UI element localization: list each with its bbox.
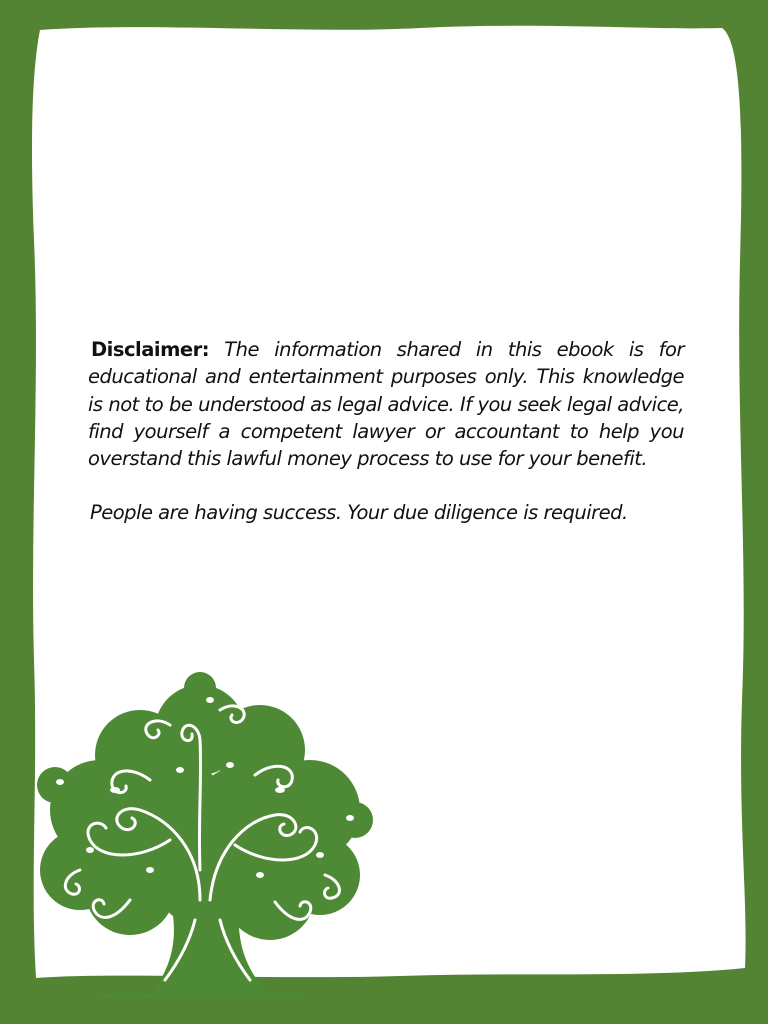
disclaimer-label: Disclaimer:: [91, 338, 210, 361]
due-diligence-note: People are having success. Your due diligence is required.: [90, 501, 628, 525]
disclaimer-body: The information shared in this ebook is for educational and entertainment purposes only. This knowledge is not to be understood as legal advice. If you seek legal advice, find yourself a competent lawyer or accountant to help you overstand this lawful money process to use for your benefit.: [88, 338, 684, 471]
swirl-tree-illustration: [20, 670, 380, 1000]
disclaimer-text-block: [88, 336, 684, 527]
disclaimer-paragraph: [88, 336, 684, 472]
